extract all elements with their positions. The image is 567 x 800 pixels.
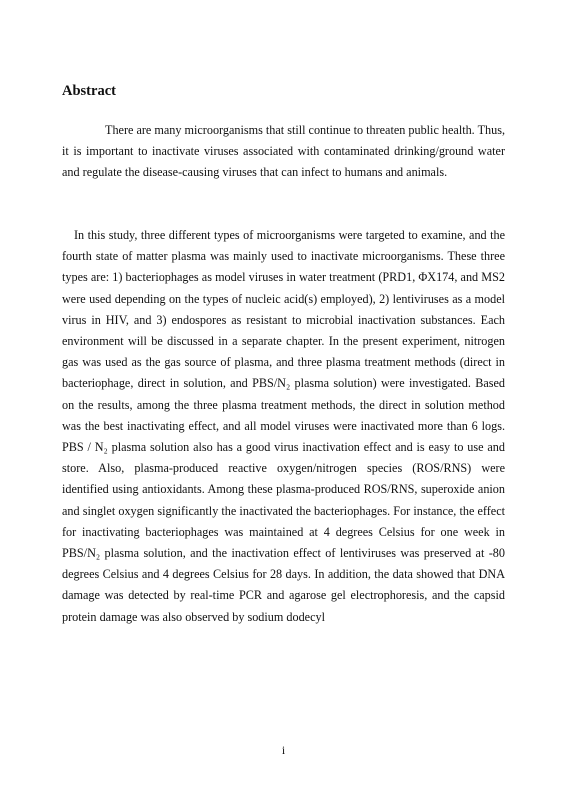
page-number: i	[281, 743, 286, 757]
abstract-paragraph-2: In this study, three different types of microorganisms were targeted to examine, and the fourth state of matter plasma was mainly used to inactivate microorganisms. These three types are: 1) bacteriophages as model viruses in water treatment (PRD1, ΦX174, and MS2 were used depending on the types of nucleic acid(s) employed), 2) lentiviruses as a model virus in HIV, and 3) endospores as resistant to microbial inactivation substances. Each environment will be discussed in a separate chapter. In the present experiment, nitrogen gas was used as the gas source of plasma, and three plasma treatment methods (direct in bacteriophage, direct in solution, and PBS/N₂ plasma solution) were investigated. Based on the results, among the three plasma treatment methods, the direct in solution method was the best inactivating effect, and all model viruses were inactivated more than 6 logs. PBS / N₂ plasma solution also has a good virus inactivation effect and is easy to use and store. Also, plasma-produced reactive oxygen/nitrogen species (ROS/RNS) were identified using antioxidants. Among these plasma-produced ROS/RNS, superoxide anion and singlet oxygen significantly the inactivated the bacteriophages. For instance, the effect for inactivating bacteriophages was maintained at 4 degrees Celsius for one week in PBS/N₂ plasma solution, and the inactivation effect of lentiviruses was preserved at -80 degrees Celsius and 4 degrees Celsius for 28 days. In addition, the data showed that DNA damage was detected by real-time PCR and agarose gel electrophoresis, and the capsid protein damage was also observed by sodium dodecyl	[62, 228, 505, 624]
section-heading: Abstract	[62, 83, 116, 99]
abstract-paragraph-1: There are many microorganisms that still continue to threaten public health. Thus, it is important to inactivate viruses associated with contaminated drinking/ground water and regulate the disease-causing viruses that can infect to humans and animals.	[62, 123, 505, 180]
